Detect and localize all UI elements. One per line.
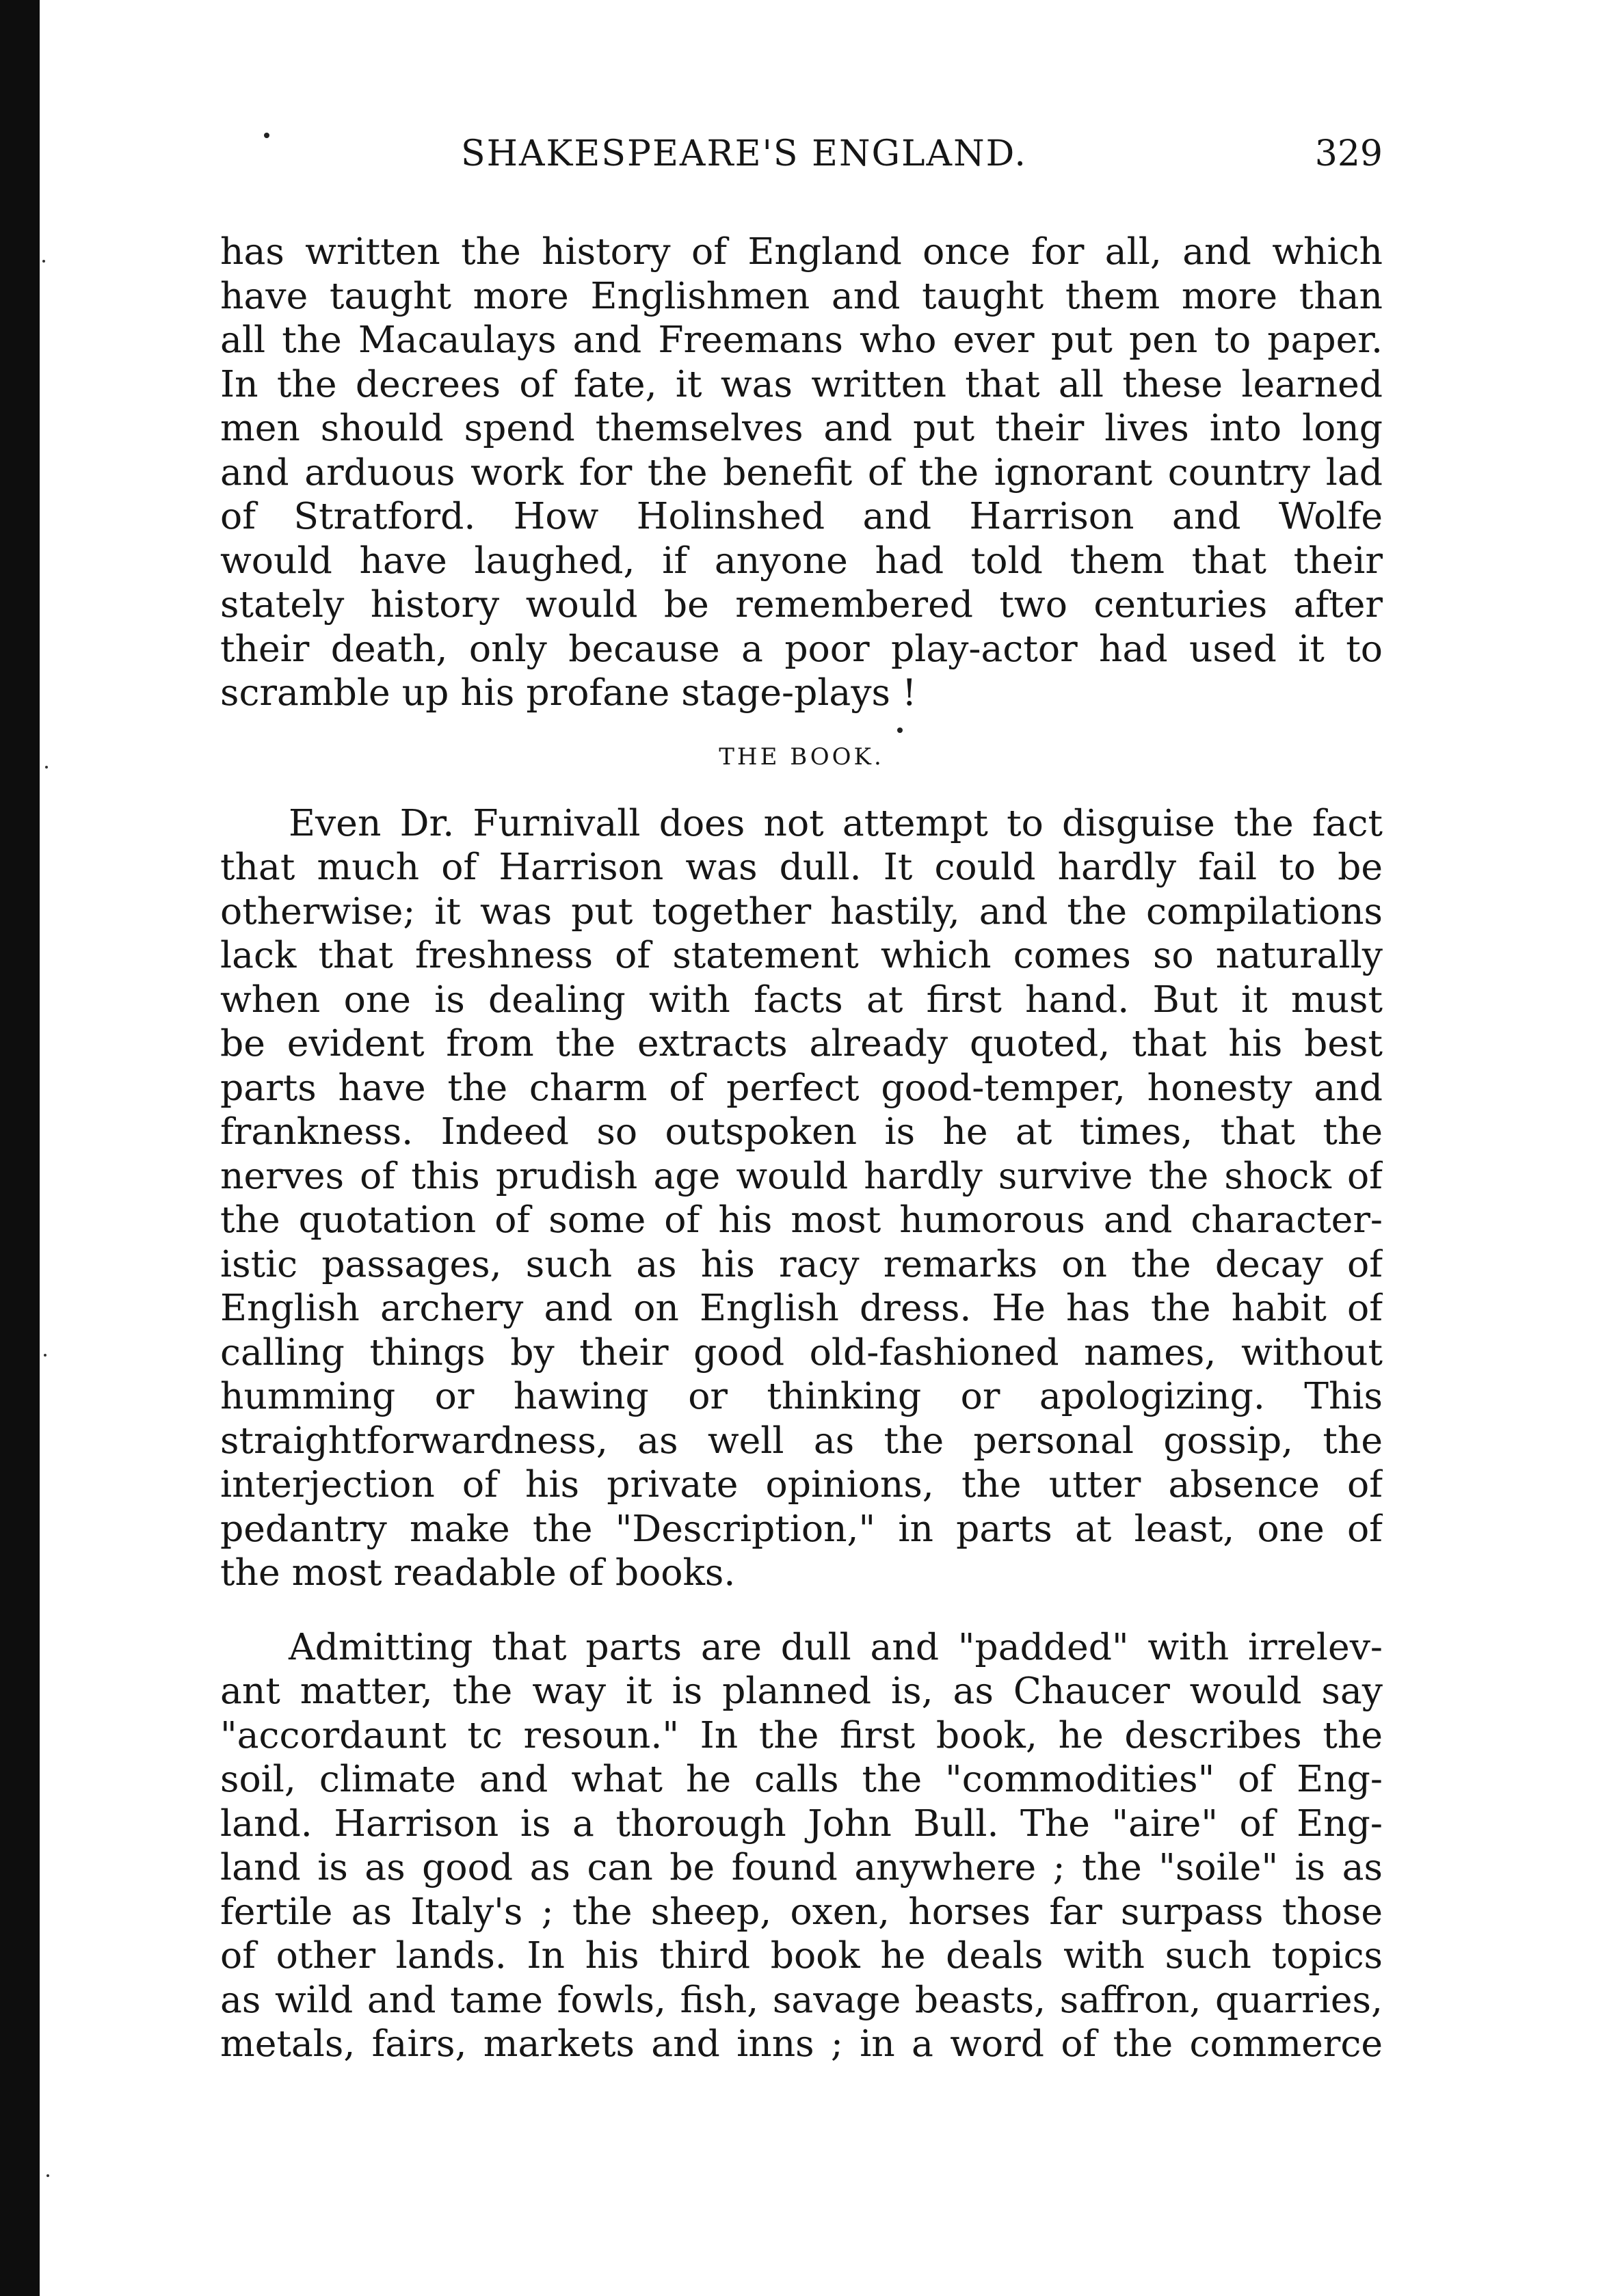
text-line: soil, climate and what he calls the "commodities" of Eng- — [220, 1757, 1383, 1800]
text-line: interjection of his private opinions, the utter absence of — [220, 1463, 1383, 1506]
binding-edge — [0, 0, 40, 2296]
body-text — [220, 230, 1383, 2066]
page-number: 329 — [1314, 133, 1383, 174]
text-line: that much of Harrison was dull. It could hardly fail to be — [220, 845, 1383, 888]
text-line: parts have the charm of perfect good-temper, honesty and — [220, 1065, 1383, 1109]
text-line: land. Harrison is a thorough John Bull. The "aire" of Eng- — [220, 1801, 1383, 1845]
text-line: metals, fairs, markets and inns ; in a word of the commerce — [220, 2022, 1383, 2065]
scan-speck — [47, 2174, 49, 2177]
text-line: fertile as Italy's ; the sheep, oxen, horses far surpass those — [220, 1889, 1383, 1933]
paragraph-admitting — [220, 1625, 1383, 2066]
text-line: scramble up his profane stage-plays ! — [220, 671, 917, 714]
binding-specks — [40, 0, 53, 2296]
text-line: has written the history of England once for all, and which — [220, 230, 1383, 273]
text-line: when one is dealing with facts at first hand. But it must — [220, 977, 1383, 1021]
text-line: and arduous work for the benefit of the ignorant country lad — [220, 450, 1383, 494]
text-line: the quotation of some of his most humorous and character- — [220, 1198, 1383, 1241]
text-line: land is as good as can be found anywhere ; the "soile" is as — [220, 1845, 1383, 1888]
text-line: all the Macaulays and Freemans who ever put pen to paper. — [220, 318, 1383, 361]
text-line: Even Dr. Furnivall does not attempt to disguise the fact — [289, 801, 1383, 844]
text-line: would have laughed, if anyone had told them that their — [220, 538, 1383, 582]
text-line: frankness. Indeed so outspoken is he at times, that the — [220, 1110, 1383, 1153]
running-head — [220, 130, 1383, 191]
text-line: of other lands. In his third book he deals with such topics — [220, 1934, 1383, 1977]
text-line: their death, only because a poor play-actor had used it to — [220, 626, 1383, 670]
text-line: of Stratford. How Holinshed and Harrison and Wolfe — [220, 494, 1383, 537]
text-line: lack that freshness of statement which comes so naturally — [220, 933, 1383, 976]
text-line: ant matter, the way it is planned is, as Chaucer would say — [220, 1669, 1383, 1712]
paragraph-the-book — [220, 801, 1383, 1595]
text-line: humming or hawing or thinking or apologizing. This — [220, 1374, 1383, 1417]
text-line: the most readable of books. — [220, 1551, 736, 1594]
text-line: men should spend themselves and put their lives into long — [220, 406, 1383, 449]
text-line: straightforwardness, as well as the personal gossip, the — [220, 1418, 1383, 1462]
text-line: stately history would be remembered two centuries after — [220, 583, 1383, 626]
section-heading: THE BOOK. — [719, 743, 884, 771]
text-line: otherwise; it was put together hastily, and the compilations — [220, 889, 1383, 933]
text-line: be evident from the extracts already quoted, that his best — [220, 1022, 1383, 1065]
text-line: as wild and tame fowls, fish, savage beasts, saffron, quarries, — [220, 1977, 1383, 2021]
text-line: calling things by their good old-fashioned names, without — [220, 1330, 1383, 1374]
text-line: nerves of this prudish age would hardly survive the shock of — [220, 1153, 1383, 1197]
scan-speck — [45, 766, 48, 769]
text-line: Admitting that parts are dull and "padded" with irrelev- — [289, 1625, 1383, 1668]
paragraph-continued — [220, 230, 1383, 715]
scan-speck — [42, 260, 45, 263]
text-line: "accordaunt tc resoun." In the first book, he describes the — [220, 1713, 1383, 1757]
text-line: pedantry make the "Description," in parts at least, one of — [220, 1506, 1383, 1550]
running-title: SHAKESPEARE'S ENGLAND. — [461, 133, 1027, 174]
text-line: istic passages, such as his racy remarks on the decay of — [220, 1242, 1383, 1285]
text-line: have taught more Englishmen and taught them more than — [220, 273, 1383, 317]
book-page — [220, 130, 1383, 2066]
text-line: English archery and on English dress. He has the habit of — [220, 1286, 1383, 1329]
scan-speck — [44, 1354, 47, 1357]
text-line: In the decrees of fate, it was written that all these learned — [220, 362, 1383, 405]
